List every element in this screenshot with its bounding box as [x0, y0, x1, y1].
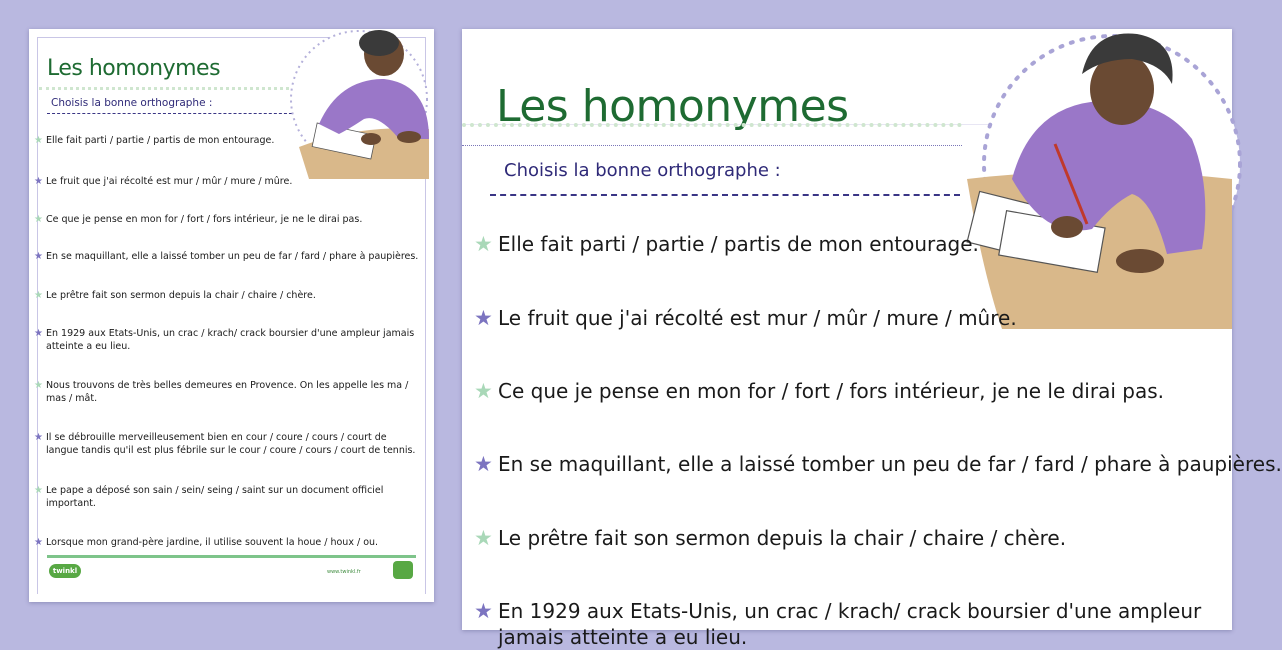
page-title: Les homonymes — [47, 56, 221, 81]
subtitle-top-rule — [462, 145, 962, 146]
star-icon: ★ — [34, 135, 43, 146]
list-item: ★ Le prêtre fait son sermon depuis la chair / chaire / chère. — [474, 526, 1067, 550]
child-writing-illustration-large — [962, 29, 1232, 329]
star-icon: ★ — [34, 432, 43, 443]
star-icon: ★ — [34, 214, 43, 225]
list-item: ★ Il se débrouille merveilleusement bien en cour / coure / cours / court de langue tandis qu'il est plus fébrile sur le cour / coure / cours / court de tennis. — [34, 432, 416, 456]
list-item: ★ En 1929 aux Etats-Unis, un crac / krach/ crack boursier d'une ampleur jamais atteinte a eu lieu. — [34, 328, 415, 352]
child-writing-illustration — [279, 29, 434, 179]
twinkl-logo: twinkl — [49, 564, 81, 578]
star-icon: ★ — [474, 599, 493, 623]
page-subtitle: Choisis la bonne orthographe : — [51, 97, 213, 109]
list-item: ★ Ce que je pense en mon for / fort / fors intérieur, je ne le dirai pas. — [34, 214, 363, 225]
list-item: ★ Le fruit que j'ai récolté est mur / mûr / mure / mûre. — [34, 176, 293, 187]
star-icon: ★ — [474, 306, 493, 330]
list-item: ★ Le pape a déposé son sain / sein/ seing / saint sur un document officiel important. — [34, 485, 384, 509]
star-icon: ★ — [474, 452, 493, 476]
star-icon: ★ — [34, 485, 43, 496]
title-dotted-rule — [39, 87, 289, 90]
list-item: ★ Elle fait parti / partie / partis de mon entourage. — [34, 135, 275, 146]
star-icon: ★ — [34, 251, 43, 262]
list-item: ★ En se maquillant, elle a laissé tomber un peu de far / fard / phare à paupières. — [34, 251, 419, 262]
star-icon: ★ — [474, 232, 493, 256]
star-icon: ★ — [34, 537, 43, 548]
star-icon: ★ — [474, 526, 493, 550]
star-icon: ★ — [34, 176, 43, 187]
list-item: ★ Le prêtre fait son sermon depuis la chair / chaire / chère. — [34, 290, 316, 301]
list-item: ★ Lorsque mon grand-père jardine, il utilise souvent la houe / houx / ou. — [34, 537, 379, 548]
list-item: ★ En se maquillant, elle a laissé tomber un peu de far / fard / phare à paupières. — [474, 452, 1282, 476]
worksheet-thumbnail[interactable] — [29, 29, 434, 602]
page-title-large: Les homonymes — [496, 81, 849, 132]
star-icon: ★ — [34, 380, 43, 391]
worksheet-zoom[interactable] — [462, 29, 1282, 649]
star-icon: ★ — [34, 328, 43, 339]
list-item: ★ Ce que je pense en mon for / fort / fors intérieur, je ne le dirai pas. — [474, 379, 1164, 403]
star-icon: ★ — [34, 290, 43, 301]
subtitle-dashed-rule-large — [490, 194, 960, 196]
list-item: ★ Le fruit que j'ai récolté est mur / mûr / mure / mûre. — [474, 306, 1017, 330]
list-item: ★ Nous trouvons de très belles demeures en Provence. On les appelle les ma / mas / mât. — [34, 380, 409, 404]
twinkl-badge-icon — [393, 561, 413, 579]
page-subtitle-large: Choisis la bonne orthographe : — [504, 160, 781, 181]
footer-rule — [47, 555, 416, 558]
star-icon: ★ — [474, 379, 493, 403]
list-item: ★ En 1929 aux Etats-Unis, un crac / krach/ crack boursier d'une ampleur jamais atteinte a eu lieu. — [474, 599, 1202, 649]
footer-url: www.twinkl.fr — [327, 569, 361, 575]
frame-border-left — [37, 37, 38, 594]
list-item: ★ Elle fait parti / partie / partis de mon entourage. — [474, 232, 979, 256]
subtitle-dashed-rule — [47, 113, 297, 114]
title-dotted-rule-large — [462, 123, 962, 127]
